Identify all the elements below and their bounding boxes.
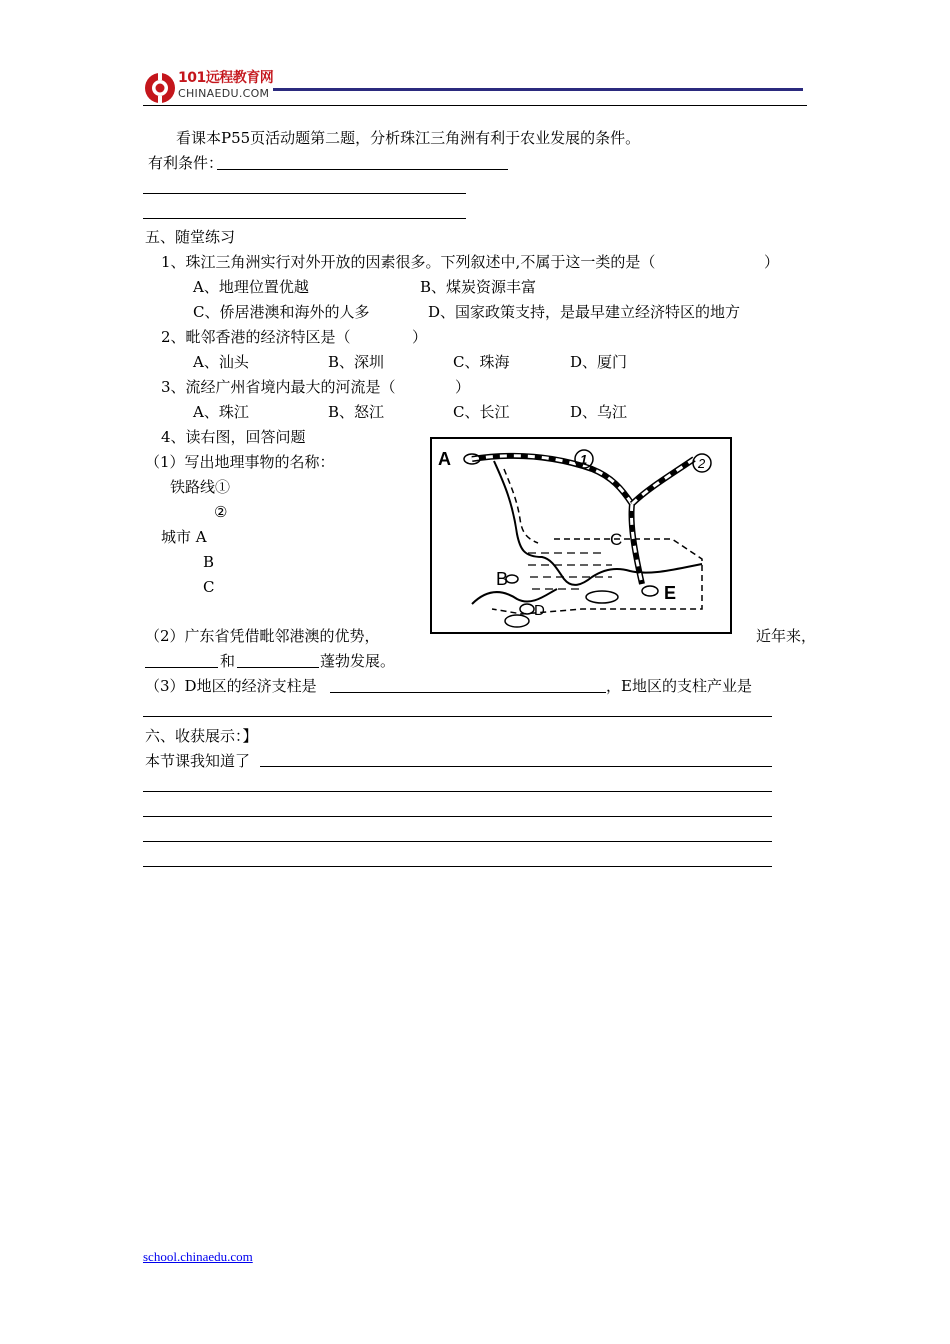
map-label-a: A [438, 449, 451, 469]
question-2-stem: 2、毗邻香港的经济特区是（ [161, 328, 351, 346]
q3-option-d: D、乌江 [570, 403, 628, 421]
q2-option-c: C、珠海 [453, 353, 510, 371]
q3-option-a: A、珠江 [193, 403, 249, 421]
footer-link[interactable]: school.chinaedu.com [143, 1249, 253, 1264]
city-label-a: 城市 A [161, 528, 207, 546]
summary-prompt: 本节课我知道了 [145, 752, 251, 770]
q1-option-b: B、煤炭资源丰富 [420, 278, 537, 296]
map-drawing [432, 439, 730, 632]
q4-part-2-end: 蓬勃发展。 [320, 652, 396, 670]
city-label-c: C [203, 578, 215, 596]
q3-option-c: C、长江 [453, 403, 510, 421]
map-label-e: E [664, 583, 677, 603]
answer-blank[interactable] [143, 866, 772, 867]
map-label-d: D [534, 602, 545, 619]
map-label-c: C [610, 530, 623, 549]
answer-blank[interactable] [143, 193, 466, 194]
q2-option-d: D、厦门 [570, 353, 628, 371]
q1-option-c: C、侨居港澳和海外的人多 [193, 303, 370, 321]
section-title: 六、收获展示：】 [145, 727, 258, 745]
instruction-text: 看课本P55页活动题第二题，分析珠江三角洲有利于农业发展的条件。 [176, 129, 641, 147]
answer-blank[interactable] [237, 667, 319, 668]
railway-label-2: ② [214, 503, 228, 521]
q4-part-3: （3）D地区的经济支柱是 [145, 677, 317, 695]
map-label-b: B [496, 569, 509, 589]
chinaedu-logo-icon [143, 71, 177, 105]
city-d-marker [520, 604, 534, 614]
q4-part-2: （2）广东省凭借毗邻港澳的优势， [145, 627, 380, 645]
pearl-river-delta-map [430, 437, 732, 634]
question-1-close: ） [764, 253, 780, 271]
railway-2 [632, 459, 694, 504]
q1-option-a: A、地理位置优越 [193, 278, 309, 296]
answer-blank[interactable] [217, 169, 508, 170]
question-3-stem: 3、流经广州省境内最大的河流是（ [161, 378, 396, 396]
q4-part-2-and: 和 [220, 652, 236, 670]
q2-option-b: B、深圳 [328, 353, 385, 371]
answer-blank[interactable] [143, 716, 772, 717]
logo-text-en: CHINAEDU.COM [178, 87, 270, 100]
favorable-label: 有利条件： [148, 154, 224, 172]
city-label-b: B [203, 553, 215, 571]
answer-blank[interactable] [145, 667, 218, 668]
q2-option-a: A、汕头 [193, 353, 249, 371]
question-1-stem: 1、珠江三角洲实行对外开放的因素很多。下列叙述中,不属于这一类的是（ [161, 253, 656, 271]
island [505, 615, 529, 627]
answer-blank[interactable] [143, 816, 772, 817]
city-e-marker [642, 586, 658, 596]
q1-option-d: D、国家政策支持，是最早建立经济特区的地方 [428, 303, 741, 321]
answer-blank[interactable] [330, 692, 606, 693]
header-rule [143, 105, 807, 106]
header-bar [273, 88, 803, 91]
logo-text-cn: 101远程教育网 [178, 70, 274, 86]
section-title: 五、随堂练习 [145, 228, 236, 246]
question-3-close: ） [455, 378, 471, 396]
map-label-railway-1: 1 [580, 452, 588, 467]
answer-blank[interactable] [143, 218, 466, 219]
question-2-close: ） [412, 328, 428, 346]
railway-label-1: 铁路线① [170, 478, 231, 496]
answer-blank[interactable] [143, 791, 772, 792]
map-label-railway-2: 2 [698, 456, 706, 471]
q4-part-1: （1）写出地理事物的名称： [145, 453, 335, 471]
q4-part-3-tail: ，E地区的支柱产业是 [606, 677, 752, 695]
answer-blank[interactable] [143, 841, 772, 842]
question-4-stem: 4、读右图，回答问题 [161, 428, 306, 446]
q3-option-b: B、怒江 [328, 403, 385, 421]
coastline [494, 461, 702, 585]
island [586, 591, 618, 603]
q4-part-2-tail: 近年来， [756, 627, 817, 645]
answer-blank[interactable] [260, 766, 772, 767]
